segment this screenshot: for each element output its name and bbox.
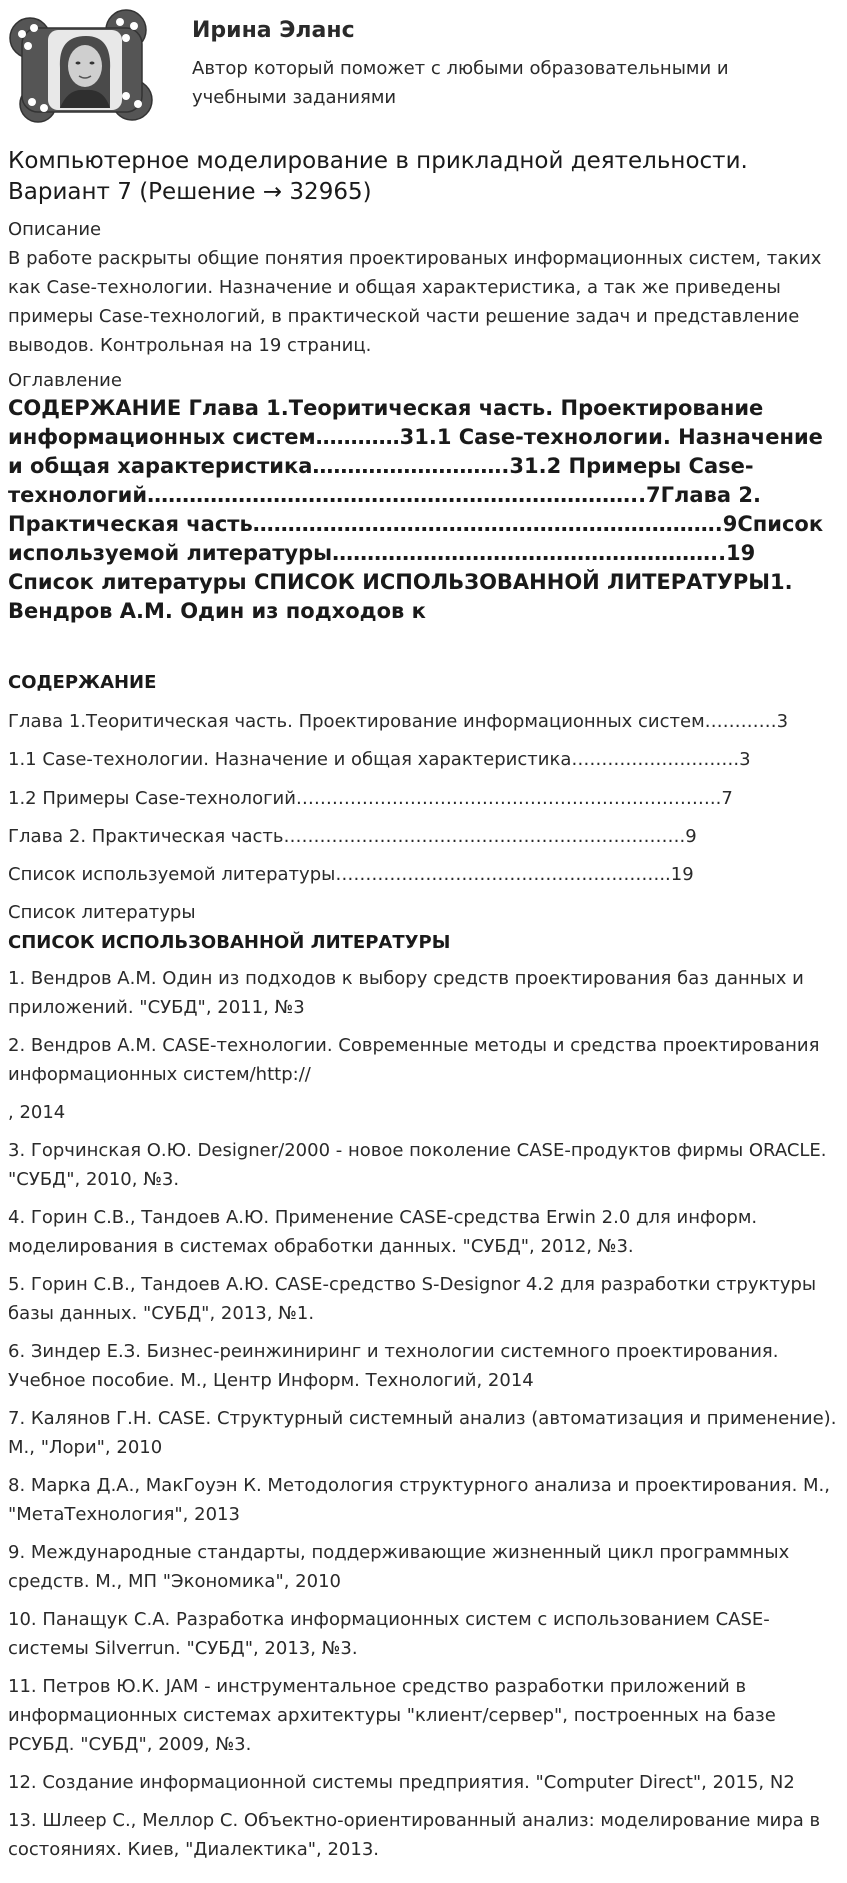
author-avatar[interactable] (8, 8, 156, 126)
reference-item: 3. Горчинская О.Ю. Designer/2000 - новое поколение CASE-продуктов фирмы ORACLE. "СУБД", 2010, №3. (8, 1140, 827, 1190)
author-description: Автор который поможет с любыми образовательными и учебными заданиями (192, 58, 729, 108)
toc-summary: СОДЕРЖАНИЕ Глава 1.Теоритическая часть. Проектирование информационных систем…………31.1 Case-технологии. Назначение и общая характеристика……………………….31.2 Примеры Case-технологий……………………………………………………………..7Глава 2. Практическая часть………………………………………………………….9Список используемой литературы………………………………………………..19 Список литературы СПИСОК ИСПОЛЬЗОВАННОЙ ЛИТЕРАТУРЫ1. Вендров А.М. Один из подходов к (8, 396, 824, 623)
reference-item: 4. Горин С.В., Тандоев А.Ю. Применение CASE-средства Erwin 2.0 для информ. моделирования в системах обработки данных. "СУБД", 2012, №3. (8, 1207, 758, 1257)
reference-item: 6. Зиндер Е.З. Бизнес-реинжиниринг и технологии системного проектирования. Учебное пособие. М., Центр Информ. Технологий, 2014 (8, 1341, 779, 1391)
toc-line: 1.1 Case-технологии. Назначение и общая характеристика……………………….3 (8, 749, 751, 770)
reference-item: , 2014 (8, 1102, 66, 1123)
reference-item: 5. Горин С.В., Тандоев А.Ю. CASE-средство S-Designor 4.2 для разработки структуры базы данных. "СУБД", 2013, №1. (8, 1274, 817, 1324)
reference-item: 1. Вендров А.М. Один из подходов к выбору средств проектирования баз данных и приложений. "СУБД", 2011, №3 (8, 968, 804, 1018)
reference-item: 11. Петров Ю.К. JAM - инструментальное средство разработки приложений в информационных системах архитектуры "клиент/сервер", построенных на базе РСУБД. "СУБД", 2009, №3. (8, 1676, 776, 1755)
description-text: В работе раскрыты общие понятия проектированых информационных систем, таких как Case-технологии. Назначение и общая характеристика, а так же приведены примеры Case-технологий, в практической части решение задач и представление выводов. Контрольная на 19 страниц. (8, 248, 822, 356)
author-card (8, 8, 838, 132)
toc-line: Глава 2. Практическая часть………………………………………………………….9 (8, 826, 697, 847)
author-name[interactable]: Ирина Эланс (192, 18, 355, 43)
literature-heading: СПИСОК ИСПОЛЬЗОВАННОЙ ЛИТЕРАТУРЫ (8, 932, 451, 953)
toc-line: Список используемой литературы………………………………………………..19 (8, 864, 694, 885)
description-label: Описание (8, 219, 102, 240)
reference-item: 9. Международные стандарты, поддерживающие жизненный цикл программных средств. М., МП "Экономика", 2010 (8, 1542, 790, 1592)
toc-line: Глава 1.Теоритическая часть. Проектирование информационных систем…………3 (8, 711, 789, 732)
literature-label: Список литературы (8, 902, 196, 923)
reference-item: 13. Шлеер С., Меллор С. Объектно-ориентированный анализ: моделирование мира в состояниях. Киев, "Диалектика", 2013. (8, 1810, 821, 1860)
work-title: Компьютерное моделирование в прикладной деятельности. Вариант 7 (Решение → 32965) (8, 148, 748, 205)
toc-label: Оглавление (8, 370, 122, 391)
toc-line: 1.2 Примеры Case-технологий……………………………………………………………..7 (8, 788, 733, 809)
reference-item: 12. Создание информационной системы предприятия. "Computer Direct", 2015, N2 (8, 1772, 795, 1793)
reference-item: 10. Панащук С.А. Разработка информационных систем с использованием CASE-системы Silverrun. "СУБД", 2013, №3. (8, 1609, 770, 1659)
reference-item: 7. Калянов Г.Н. CASE. Структурный системный анализ (автоматизация и применение). М., "Лори", 2010 (8, 1408, 837, 1458)
reference-item: 2. Вендров А.М. CASE-технологии. Современные методы и средства проектирования информационных систем/http:// (8, 1035, 820, 1085)
reference-item: 8. Марка Д.А., МакГоуэн К. Методология структурного анализа и проектирования. М., "МетаТехнология", 2013 (8, 1475, 830, 1525)
toc-heading: СОДЕРЖАНИЕ (8, 672, 157, 693)
